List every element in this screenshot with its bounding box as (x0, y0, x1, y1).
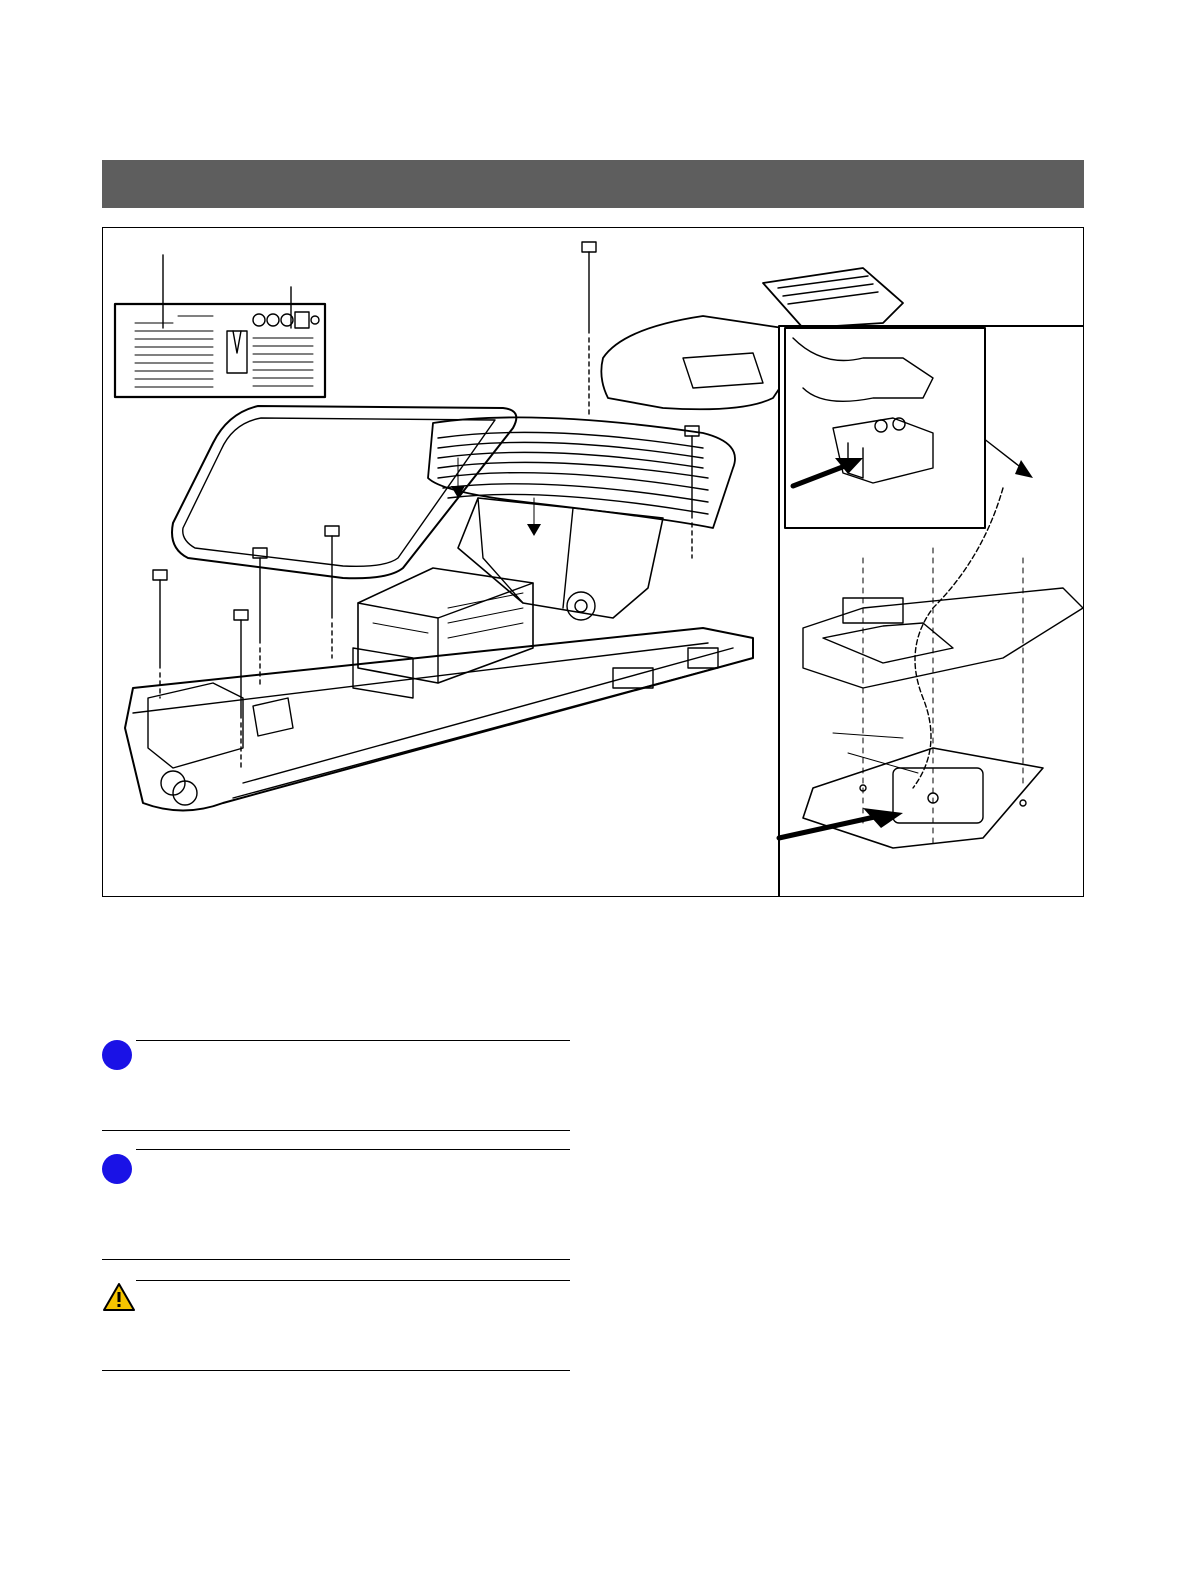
info-icon (102, 1040, 132, 1070)
screws (153, 242, 699, 768)
assembly-illustration (102, 227, 1084, 897)
note-divider (102, 1259, 570, 1260)
fastener-kit-card (115, 255, 325, 397)
note-divider (102, 1130, 570, 1131)
note-divider (136, 1149, 570, 1150)
warning-icon (102, 1282, 136, 1312)
coil-stack (428, 417, 735, 528)
ground-tab-detail-inset (785, 328, 985, 528)
info-icon (102, 1154, 132, 1184)
control-board (353, 568, 533, 698)
info-note-1 (102, 1040, 570, 1132)
section-header-bar (102, 160, 1084, 208)
assembly-drawing (103, 228, 1084, 897)
warning-note (102, 1280, 570, 1372)
note-divider (136, 1040, 570, 1041)
info-note-2 (102, 1149, 570, 1261)
note-divider (136, 1280, 570, 1281)
base-tray (125, 628, 753, 811)
note-divider (102, 1370, 570, 1371)
